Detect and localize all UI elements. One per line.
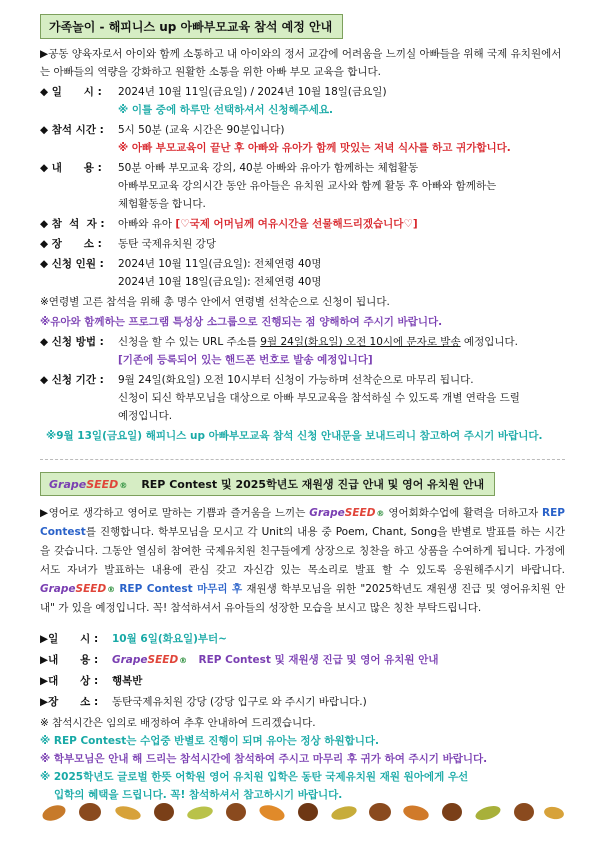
- time-label: ◆ 참석 시간 :: [40, 124, 104, 136]
- method-value-a: 신청을 할 수 있는 URL 주소를: [118, 336, 261, 348]
- place-value: 동탄 국제유치원 강당: [118, 238, 216, 250]
- row-time: [40, 121, 565, 139]
- people-line1: 2024년 10월 11일(금요일): 전체연령 40명: [118, 258, 322, 270]
- content-line3: 체험활동을 합니다.: [118, 198, 206, 210]
- period-label: ◆ 신청 기간 :: [40, 374, 104, 386]
- section2-header-box: [40, 472, 495, 496]
- s2-content-value: REP Contest 및 재원생 진급 및 영어 유치원 안내: [198, 654, 439, 666]
- s2-target-value: 행복반: [112, 675, 143, 687]
- section2-header: REP Contest 및 2025학년도 재원생 진급 안내 및 영어 유치원 안내: [141, 478, 485, 491]
- grapeseed-logo-inline-2: Grape SEED ®: [40, 583, 116, 595]
- place-label: ◆ 장 소 :: [40, 238, 102, 250]
- s2-target-label: ▶대 상 :: [40, 675, 99, 687]
- note-age: ※연령별 고른 참석을 위해 총 명수 안에서 연령별 선착순으로 신청이 됩니다.: [40, 296, 390, 308]
- s2-row-content: [40, 651, 565, 670]
- row-date: [40, 83, 565, 101]
- s2-date-value: 10월 6일(화요일)부터~: [112, 633, 227, 645]
- people-line2: 2024년 10월 18일(금요일): 전체연령 40명: [118, 276, 322, 288]
- grapeseed-logo: Grape SEED ®: [49, 477, 128, 491]
- s2-place-label: ▶장 소 :: [40, 696, 99, 708]
- divider: [40, 459, 565, 460]
- date-note: ※ 이틀 중에 하루만 선택하셔서 신청해주세요.: [118, 104, 334, 116]
- time-value: 5시 50분 (교육 시간은 90분입니다): [118, 124, 285, 136]
- period-line3: 예정입니다.: [118, 410, 173, 422]
- grapeseed-logo-content: Grape SEED ®: [112, 654, 188, 666]
- row-attendee: [40, 215, 565, 233]
- s2-note1: ※ 참석시간은 임의로 배정하여 추후 안내하여 드리겠습니다.: [40, 717, 316, 729]
- method-note: [기존에 등록되어 있는 핸드폰 번호로 발송 예정입니다]: [118, 354, 373, 366]
- s2-date-label: ▶일 시 :: [40, 633, 99, 645]
- s2-note2: ※ REP Contest는 수업중 반별로 진행이 되며 유아는 정상 하원합니다.: [40, 735, 379, 747]
- section2-intro: ▶영어로 생각하고 영어로 말하는 기쁨과 즐거움을 느끼는 Grape SEED ® 영어회화수업에 활력을 더하고자 REP Contest를 진행합니다. 학부모님을 모시고 각 Unit의 내용 중 Poem, Chant, Song을 반별로 발표를 하는 시간을 갖습니다. 그동안 열심히 참여한 국제유치원 친구들에게 상장으로 칭찬을 하고 상품을 수여하게 됩니다. 가정에서도 자녀가 발표하는 내용에 관심 갖고 자신감 있는 목소리로 발표 할 수 있도록 응원해주시기 바랍니다. Grape SEED ® REP Contest 마무리 후 재원생 학부모님을 위한 "2025학년도 재원생 진급 및 영어유치원 안내" 가 있을 예정입니다. 꼭! 참석하셔서 유아들의 성장한 모습을 보시고 많은 칭찬 부탁드립니다.: [40, 504, 565, 618]
- section1-footer-note: ※9월 13일(금요일) 해피니스 up 아빠부모교육 참석 신청 안내문을 보내드리니 참고하여 주시기 바랍니다.: [46, 430, 543, 442]
- people-label: ◆ 신청 인원 :: [40, 258, 104, 270]
- section1-header: 가족놀이 - 해피니스 up 아빠부모교육 참석 예정 안내: [40, 14, 343, 39]
- s2-row-place: [40, 693, 565, 712]
- period-line2: 신청이 되신 학부모님을 대상으로 아빠 부모교육을 참석하실 수 있도록 개별 연락을 드릴: [118, 392, 520, 404]
- section1-intro: ▶공동 양육자로서 아이와 함께 소통하고 내 아이와의 정서 교감에 어려움을 느끼실 아빠들을 위해 국제 유치원에서는 아빠들의 역량을 강화하고 원활한 소통을 위한 아빠 부모 교육을 합니다.: [40, 48, 562, 78]
- row-people: [40, 255, 565, 273]
- content-value: 50분 아빠 부모교육 강의, 40분 아빠와 유아가 함께하는 체험활동: [118, 162, 419, 174]
- s2-content-label: ▶내 용 :: [40, 654, 99, 666]
- s2-row-target: [40, 672, 565, 691]
- period-value: 9월 24일(화요일) 오전 10시부터 신청이 가능하며 선착순으로 마무리 됩니다.: [118, 374, 474, 386]
- date-value: 2024년 10월 11일(금요일) / 2024년 10월 18일(금요일): [118, 86, 387, 98]
- row-method: [40, 333, 565, 351]
- page: [40, 14, 565, 804]
- grapeseed-logo-inline: Grape SEED ®: [309, 507, 385, 519]
- date-label: ◆ 일 시 :: [40, 86, 102, 98]
- content-label: ◆ 내 용 :: [40, 162, 102, 174]
- row-place: [40, 235, 565, 253]
- section-dad-education: [40, 14, 565, 445]
- note-small-group: ※유아와 함께하는 프로그램 특성상 소그룹으로 진행되는 점 양해하여 주시기 바랍니다.: [40, 316, 443, 328]
- s2-note5: 입학의 혜택을 드립니다. 꼭! 참석하셔서 참고하시기 바랍니다.: [54, 789, 343, 801]
- method-value-c: 예정입니다.: [460, 336, 518, 348]
- s2-row-date: [40, 630, 565, 649]
- section-rep-contest: [40, 472, 565, 804]
- s2-place-value: 동탄국제유치원 강당 (강당 입구로 와 주시기 바랍니다.): [112, 696, 367, 708]
- s2-note3: ※ 학부모님은 안내 해 드리는 참석시간에 참석하여 주시고 마무리 후 귀가 하여 주시기 바랍니다.: [40, 753, 488, 765]
- s2-note4: ※ 2025학년도 글로벌 한뜻 어학원 영어 유치원 입학은 동탄 국제유치원 재원 원아에게 우선: [40, 771, 469, 783]
- method-value-b: 9월 24일(화요일) 오전 10시에 문자로 발송: [260, 336, 461, 348]
- attendee-value: 아빠와 유아: [118, 218, 173, 230]
- content-line2: 아빠부모교육 강의시간 동안 유아들은 유치원 교사와 함께 활동 후 아빠와 함께하는: [118, 180, 497, 192]
- autumn-leaves-decoration: [40, 798, 565, 826]
- time-note: ※ 아빠 부모교육이 끝난 후 아빠와 유아가 함께 맛있는 저녁 식사를 하고 귀가합니다.: [118, 142, 511, 154]
- method-label: ◆ 신청 방법 :: [40, 336, 104, 348]
- leaf-icon: [40, 802, 565, 823]
- attendee-note: [♡국제 어머님께 여유시간을 선물해드리겠습니다♡]: [175, 218, 418, 230]
- row-content: [40, 159, 565, 177]
- attendee-label: ◆ 참 석 자 :: [40, 218, 105, 230]
- row-period: [40, 371, 565, 389]
